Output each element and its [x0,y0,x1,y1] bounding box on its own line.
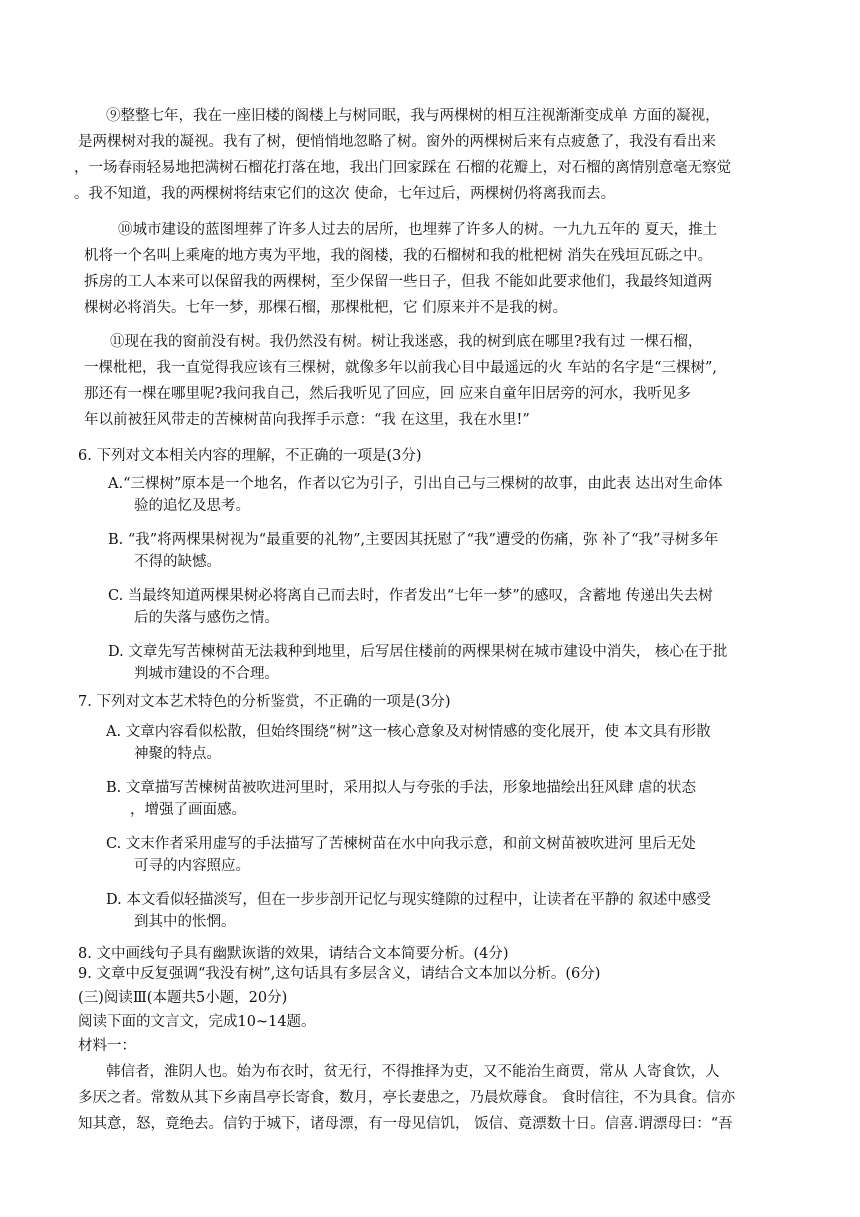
material-1-line-3: 知其意，怒，竟绝去。信钓于城下，诸母漂，有一母见信饥， 饭信、竟漂数十日。信喜.谓漂母曰：“吾 [78,1116,733,1132]
section-3-heading: (三)阅读Ⅲ(本题共5小题，20分) [78,990,288,1006]
section-3-instruction: 阅读下面的文言文，完成10~14题。 [78,1014,316,1030]
q7-option-a-line-2: 神聚的特点。 [134,746,221,762]
p11-line-4: 年以前被狂风带走的苦楝树苗向我挥手示意：“我 在这里，我在水里!” [84,412,530,428]
q6-option-a-line-1: A.“三棵树”原本是一个地名，作者以它为引子，引出自己与三棵树的故事，由此表 达出对生命体 [108,476,723,492]
material-1-line-1: 韩信者，淮阴人也。始为布衣时，贫无行，不得推择为吏，又不能治生商贾，常从 人寄食饮，人 [106,1064,720,1080]
q6-option-c-line-1: C. 当最终知道两棵果树必将离自己而去时，作者发出“七年一梦”的感叹，含蓄地 传递出失去树 [108,588,713,604]
q6-stem: 6. 下列对文本相关内容的理解，不正确的一项是(3分) [78,448,422,464]
question-8: 8. 文中画线句子具有幽默诙谐的效果，请结合文本简要分析。(4分) [78,946,509,962]
p11-line-2: 一棵枇杷，我一直觉得我应该有三棵树，就像多年以前我心目中最遥远的火 车站的名字是“三棵树”, [84,360,718,376]
p9-line-2: 是两棵树对我的凝视。我有了树，便悄悄地忽略了树。窗外的两棵树后来有点疲惫了，我没有看出来 [78,134,716,150]
p11-line-1: ⑪现在我的窗前没有树。我仍然没有树。树让我迷惑，我的树到底在哪里?我有过 一棵石榴， [110,334,703,350]
q6-option-b-line-1: B. “我”将两棵果树视为“最重要的礼物”,主要因其抚慰了“我”遭受的伤痛，弥 补了“我”寻树多年 [108,532,719,548]
p10-line-2: 机将一个名叫上乘庵的地方夷为平地，我的阁楼，我的石榴树和我的枇杷树 消失在残垣瓦砾之中。 [84,248,713,264]
material-1-label: 材料一： [78,1038,136,1054]
p9-line-4: 。我不知道，我的两棵树将结束它们的这次 使命，七年过后，两棵树仍将离我而去。 [74,186,616,202]
p10-line-3: 拆房的工人本来可以保留我的两棵树，至少保留一些日子，但我 不能如此要求他们，我最终知道两 [84,274,713,290]
q7-option-d-line-2: 到其中的怅惘。 [134,914,236,930]
q6-option-d-line-2: 判城市建设的不合理。 [134,666,279,682]
q6-option-a-line-2: 验的追忆及思考。 [134,498,250,514]
material-1-line-2: 多厌之者。常数从其下乡南昌亭长寄食，数月，亭长妻患之，乃晨炊蓐食。 食时信往，不为具食。信亦 [78,1090,736,1106]
q6-option-d-line-1: D. 文章先写苦楝树苗无法栽种到地里，后写居住楼前的两棵果树在城市建设中消失， 核心在于批 [108,644,728,660]
q7-option-b-line-1: B. 文章描写苦楝树苗被吹进河里时，采用拟人与夸张的手法，形象地描绘出狂风肆 虐的状态 [106,780,696,796]
q7-option-a-line-1: A. 文章内容看似松散，但始终围绕“树”这一核心意象及对树情感的变化展开，使 本文具有形散 [106,724,711,740]
q6-option-c-line-2: 后的失落与感伤之情。 [134,610,279,626]
q7-option-b-line-2: ，增强了画面感。 [130,802,246,818]
p10-line-1: ⑩城市建设的蓝图埋葬了许多人过去的居所，也埋葬了许多人的树。一九九五年的 夏天，推土 [118,222,718,238]
p10-line-4: 棵树必将消失。七年一梦，那棵石榴，那棵枇杷，它 们原来并不是我的树。 [84,300,568,316]
p9-line-1: ⑨整整七年，我在一座旧楼的阁楼上与树同眠，我与两棵树的相互注视渐渐变成单 方面的凝视， [106,108,720,124]
q7-stem: 7. 下列对文本艺术特色的分析鉴赏，不正确的一项是(3分) [78,694,451,710]
p9-line-3: ，一场春雨轻易地把满树石榴花打落在地，我出门回家踩在 石榴的花瓣上，对石榴的离情别意毫无察觉 [74,160,732,176]
p11-line-3: 那还有一棵在哪里呢?我问我自己，然后我听见了回应，回 应来自童年旧居旁的河水，我听见多 [84,386,691,402]
q7-option-c-line-1: C. 文末作者采用虚写的手法描写了苦楝树苗在水中向我示意，和前文树苗被吹进河 里后无处 [106,836,696,852]
q7-option-c-line-2: 可寻的内容照应。 [134,858,250,874]
q6-option-b-line-2: 不得的缺憾。 [134,554,221,570]
question-9: 9. 文章中反复强调“我没有树”,这句话具有多层含义，请结合文本加以分析。(6分) [78,966,601,982]
q7-option-d-line-1: D. 本文看似轻描淡写，但在一步步剖开记忆与现实缝隙的过程中，让读者在平静的 叙述中感受 [106,892,711,908]
